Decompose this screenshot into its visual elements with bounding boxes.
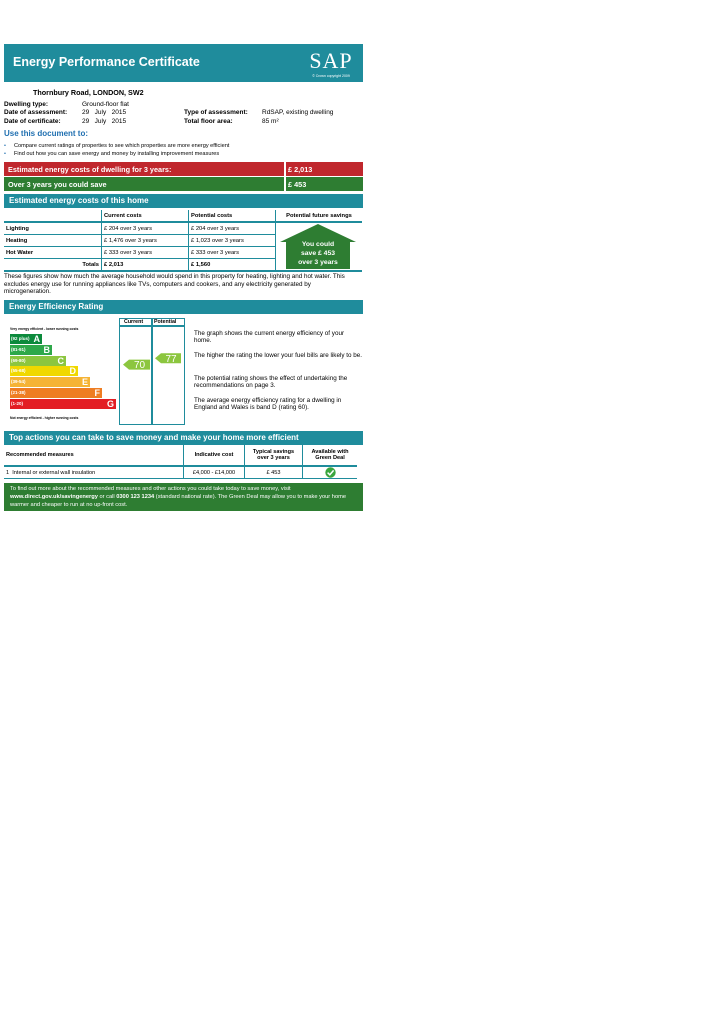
savings-house-badge [278, 222, 358, 270]
rating-note: The average energy efficiency rating for a dwelling in England and Wales is band D (rating 60). [194, 397, 342, 412]
savings-bar [4, 177, 363, 191]
assessment-type-label: Type of assessment: [184, 109, 248, 117]
page-title: Energy Performance Certificate [13, 55, 200, 69]
bullet-icon: • [4, 151, 6, 158]
list-item: • Find out how you can save energy and money by installing improvement measures [4, 151, 220, 158]
certificate-date-label: Date of certificate: [4, 117, 61, 125]
estimated-costs-label: Estimated energy costs of dwelling for 3 years: [8, 165, 172, 174]
col-measures: Recommended measures [4, 445, 184, 466]
col-potential-costs: Potential costs [189, 210, 276, 222]
green-deal-box [4, 483, 363, 511]
table-row: Hot Water £ 333 over 3 years £ 333 over 3 years [4, 247, 362, 259]
actions-section-header [4, 431, 363, 445]
band-range: (21-38) [11, 390, 26, 395]
band-range: (81-91) [11, 346, 26, 352]
potential-rating-arrow-value: 77 [165, 353, 177, 365]
rating-note: The graph shows the current energy efficiency of your home. [194, 330, 345, 345]
col-current-label: Current [124, 319, 144, 325]
table-row: Lighting £ 204 over 3 years £ 204 over 3 years [4, 222, 362, 235]
measure-cell: 1 Internal or external wall insulation [4, 466, 184, 479]
use-document-title: Use this document to: [4, 129, 89, 138]
totals-row: Totals £ 2,013 £ 1,560 [4, 259, 362, 272]
actions-table [4, 445, 357, 479]
floor-area-label: Total floor area: [184, 117, 233, 125]
assessment-type: RdSAP, existing dwelling [262, 109, 334, 117]
estimated-costs-value: £ 2,013 [288, 165, 313, 174]
property-address: Thornbury Road, LONDON, SW2 [33, 88, 144, 97]
band-letter: C [57, 355, 64, 366]
crown-copyright: © Crown copyright 2009 [312, 74, 350, 78]
potential-rating-arrow [155, 353, 181, 365]
green-deal-cell [303, 466, 358, 479]
table-header-row [4, 210, 362, 222]
dwelling-type-label: Dwelling type: [4, 101, 49, 108]
table-row: Heating £ 1,476 over 3 years £ 1,023 over 3 years [4, 235, 362, 247]
rating-note: The higher the rating the lower your fuel bills are likely to be. [194, 352, 363, 359]
bottom-note: Not energy efficient - higher running costs [10, 416, 79, 420]
band-letter: B [43, 344, 50, 355]
costs-section-header [4, 194, 363, 208]
rating-note: The potential rating shows the effect of undertaking the recommendations on page 3. [194, 375, 348, 390]
phone-number: 0300 123 1234 [116, 494, 155, 501]
band-letter: E [81, 377, 88, 388]
band-letter: D [69, 366, 76, 377]
efficiency-section-header [4, 300, 363, 314]
green-deal-text: To find out more about the recommended measures and other actions you could take today to save money, visit www.direct.gov.uk/savingenergy or call 0300 123 1234 (standard national rate). The Green Deal may allow you to make your home warmer and cheaper to run at no up-front cost. [10, 486, 347, 509]
savings-label: Over 3 years you could save [8, 180, 107, 189]
property-meta-left [4, 101, 129, 126]
tick-icon [325, 467, 336, 478]
floor-area: 85 m² [262, 117, 279, 125]
col-future-savings: Potential future savings [276, 210, 363, 222]
certificate-date: 29 July 2015 [82, 117, 127, 125]
savings-badge-text: You could save £ 453 over 3 years [298, 241, 338, 266]
savings-value: £ 453 [288, 180, 307, 189]
band-range: (1-20) [11, 400, 24, 406]
table-header-row [4, 445, 357, 466]
assessment-date-label: Date of assessment: [4, 109, 68, 117]
table-row: 1 Internal or external wall insulation £4,000 - £14,000 £ 453 [4, 466, 357, 479]
col-green-deal: Available with Green Deal [303, 445, 358, 466]
efficiency-title: Energy Efficiency Rating [9, 302, 104, 311]
dwelling-type: Ground-floor flat [82, 101, 129, 108]
top-note: Very energy efficient - lower running costs [10, 327, 79, 331]
savingenergy-link[interactable]: www.direct.gov.uk/savingenergy [10, 494, 98, 501]
costs-title: Estimated energy costs of this home [9, 196, 149, 205]
col-typical-savings: Typical savings over 3 years [245, 445, 303, 466]
list-item: • Compare current ratings of properties to see which properties are more energy efficient [4, 143, 230, 149]
band-range: (55-68) [11, 368, 26, 374]
current-rating-arrow [123, 360, 150, 372]
property-meta-right [184, 109, 333, 126]
assessment-date: 29 July 2015 [82, 109, 127, 117]
sap-logo [306, 46, 356, 80]
col-current-costs: Current costs [102, 210, 189, 222]
band-letter: F [94, 388, 100, 398]
estimated-costs-bar [4, 162, 363, 176]
band-range: (69-80) [11, 357, 26, 363]
current-rating-arrow-value: 70 [133, 360, 146, 372]
sap-logo-text: SAP [309, 48, 353, 73]
col-indicative-cost: Indicative cost [184, 445, 245, 466]
band-range: (39-54) [11, 379, 26, 385]
band-letter: A [33, 334, 40, 344]
col-potential-label: Potential [154, 319, 177, 325]
band-letter: G [106, 398, 114, 409]
bullet-icon: • [4, 143, 6, 149]
efficiency-rating-graph [4, 318, 184, 424]
use-document-list [4, 142, 229, 159]
figures-note: These figures show how much the average household would spend in this property for heating, lighting and hot water. This excludes energy use for running appliances like TVs, computers and cookers, and any electricity generated by microgeneration. [4, 273, 345, 296]
actions-title: Top actions you can take to save money and make your home more efficient [9, 433, 299, 442]
band-range: (92 plus) [11, 336, 30, 341]
